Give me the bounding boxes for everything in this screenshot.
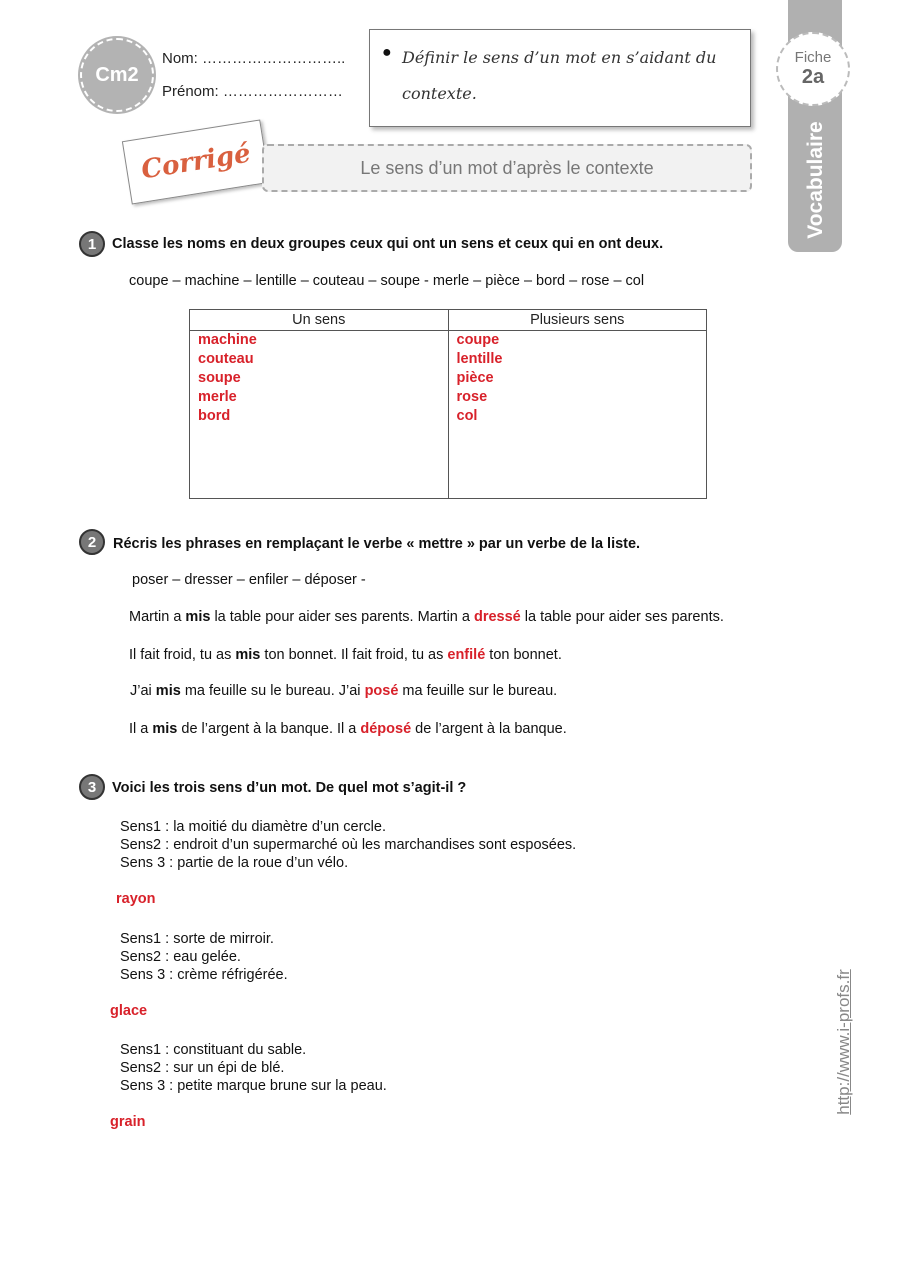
prenom-field: Prénom: …………………… (162, 83, 343, 100)
sentence-text: la table pour aider ses parents. (520, 609, 724, 625)
list-item: col (456, 408, 478, 424)
list-item: coupe (456, 332, 500, 348)
list-item: rose (456, 389, 488, 405)
sense-line: Sens1 : sorte de mirroir. (120, 931, 274, 947)
answer-verb: dressé (473, 609, 521, 625)
sentence-verb: mis (235, 647, 261, 663)
sentence-text: la table pour aider ses parents. Martin a (210, 609, 474, 625)
corrige-stamp (122, 119, 270, 204)
answer-word-3: grain (110, 1114, 146, 1130)
sentence-text: ton bonnet. Il fait froid, tu as (260, 647, 448, 663)
exercise-number-1-text: 1 (87, 235, 97, 253)
fiche-badge (776, 32, 850, 106)
sense-line: Sens1 : la moitié du diamètre d’un cercle. (120, 819, 386, 835)
column-header-un-sens: Un sens (190, 310, 449, 331)
exercise1-instruction: Classe les noms en deux groupes ceux qui ont un sens et ceux qui en ont deux. (112, 236, 664, 252)
site-link-wrap[interactable] (832, 950, 856, 1134)
answer-verb: posé (364, 683, 399, 699)
sentence-text: ton bonnet. (485, 647, 562, 663)
sense-line: Sens2 : sur un épi de blé. (120, 1060, 285, 1076)
list-item: couteau (198, 351, 254, 367)
sentence-text: ma feuille su le bureau. J’ai (180, 683, 365, 699)
list-item: pièce (456, 370, 494, 386)
list-item: lentille (456, 351, 503, 367)
sentence-2 (129, 647, 562, 663)
column-un-sens (190, 331, 449, 499)
sense-line: Sens1 : constituant du sable. (120, 1042, 307, 1058)
exercise-number-3 (79, 774, 105, 800)
exercise1-word-list: coupe – machine – lentille – couteau – soupe - merle – pièce – bord – rose – col (129, 273, 645, 289)
fiche-label: Fiche (794, 49, 832, 66)
sentence-text: ma feuille sur le bureau. (398, 683, 558, 699)
exercise3-instruction: Voici les trois sens d’un mot. De quel mot s’agit-il ? (112, 780, 467, 796)
page-title-text: Le sens d’un mot d’après le contexte (360, 157, 654, 178)
sense-group-3 (120, 1041, 387, 1095)
exercise-number-2-text: 2 (87, 533, 97, 551)
exercise-number-2 (79, 529, 105, 555)
list-item: soupe (198, 370, 241, 386)
column-header-plusieurs-sens: Plusieurs sens (448, 310, 707, 331)
sentence-text: Il a (129, 721, 153, 737)
sense-group-1 (120, 818, 576, 872)
bullet-icon: ● (382, 44, 392, 61)
objective-box (369, 29, 751, 127)
fiche-number: 2a (801, 66, 825, 88)
exercise-number-3-text: 3 (87, 778, 97, 796)
subject-label-wrap (791, 110, 841, 250)
level-text: Cm2 (95, 63, 139, 86)
list-item: bord (198, 408, 231, 424)
answer-word-2: glace (110, 1003, 148, 1019)
sense-line: Sens2 : endroit d’un supermarché où les marchandises sont esposées. (120, 837, 577, 853)
column-plusieurs-sens (448, 331, 707, 499)
sense-line: Sens 3 : crème réfrigérée. (120, 967, 288, 983)
list-item: machine (198, 332, 257, 348)
sense-line: Sens 3 : petite marque brune sur la peau. (120, 1078, 387, 1094)
exercise-number-1 (79, 231, 105, 257)
sentence-verb: mis (155, 683, 181, 699)
site-link[interactable]: http://www.i-profs.fr (834, 969, 853, 1115)
sense-line: Sens 3 : partie de la roue d’un vélo. (120, 855, 349, 871)
exercise2-verb-list: poser – dresser – enfiler – déposer - (132, 572, 366, 588)
sentence-4 (129, 721, 567, 737)
exercise2-instruction: Récris les phrases en remplaçant le verbe « mettre » par un verbe de la liste. (113, 536, 641, 552)
sense-line: Sens2 : eau gelée. (120, 949, 241, 965)
objective-text: Définir le sens d’un mot en s’aidant du contexte. (402, 48, 717, 103)
sentence-text: de l’argent à la banque. Il a (177, 721, 361, 737)
corrige-text: Corrigé (139, 138, 253, 186)
nom-field: Nom: ……………………….. (162, 50, 346, 67)
sentence-text: J’ai (130, 683, 156, 699)
subject-label: Vocabulaire (804, 121, 827, 239)
sentence-text: Il fait froid, tu as (129, 647, 236, 663)
level-badge (80, 38, 154, 112)
sentence-verb: mis (185, 609, 211, 625)
answer-verb: déposé (360, 721, 412, 737)
sentence-verb: mis (152, 721, 178, 737)
answer-verb: enfilé (447, 647, 486, 663)
page-title (262, 144, 752, 192)
sentence-text: de l’argent à la banque. (411, 721, 567, 737)
sense-group-2 (120, 930, 288, 984)
list-item: merle (198, 389, 237, 405)
sentence-3 (130, 683, 557, 699)
sentence-1 (129, 609, 724, 625)
answer-word-1: rayon (116, 891, 156, 907)
sentence-text: Martin a (129, 609, 186, 625)
classification-table (189, 309, 707, 499)
